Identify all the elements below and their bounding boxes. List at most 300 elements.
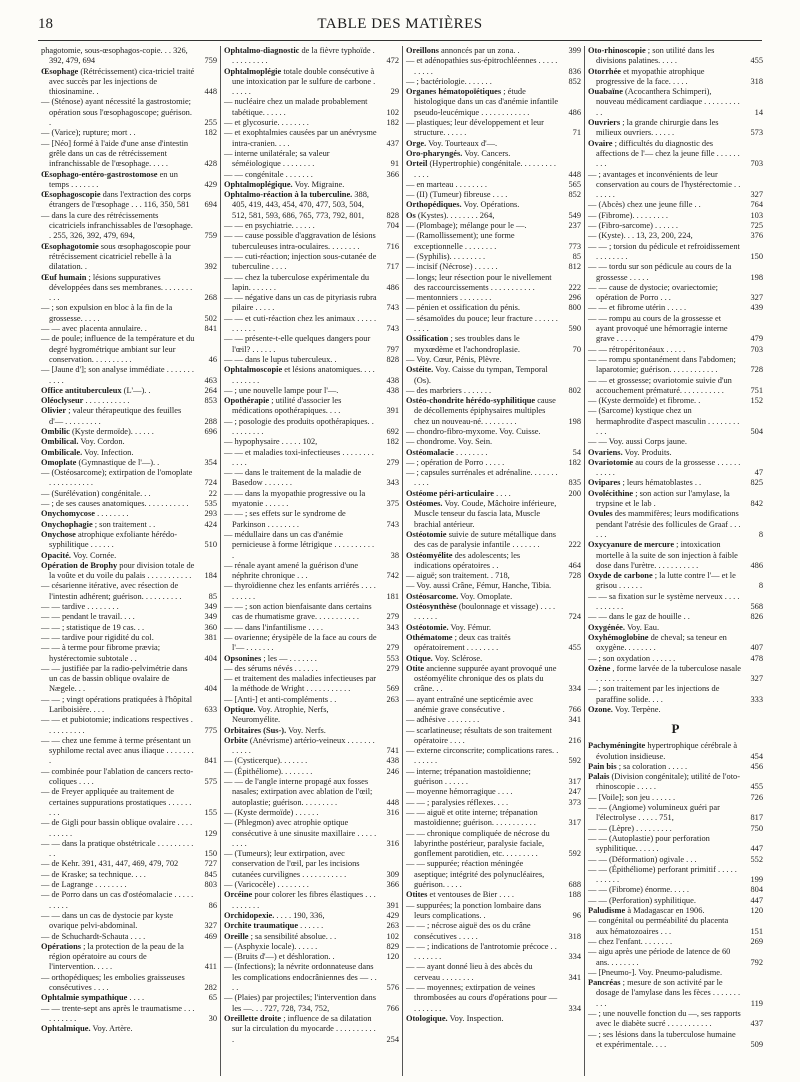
entry-text: — nucléaire chez un malade probablement tabétique. . . . . . (224, 97, 368, 117)
page-ref: 750 (750, 823, 763, 833)
entry-text: — — en psychiatrie. . . . . . (224, 221, 315, 231)
page-ref: 85 (572, 251, 581, 261)
page-ref: 254 (386, 1034, 399, 1044)
page-ref: 334 (568, 684, 581, 694)
index-entry (41, 46, 217, 67)
entry-headword: Œsophagoscopie (41, 190, 101, 200)
index-entry (406, 159, 581, 180)
index-entry (224, 489, 399, 510)
entry-headword: Ophtalmoscopie (224, 365, 283, 375)
index-entry (406, 355, 581, 365)
index-entry (406, 87, 581, 118)
page-ref: 333 (750, 694, 763, 704)
entry-text: pour division totale de la voûte et du voile du palais . . . . . . . . . . . (49, 560, 195, 581)
entry-text: — de poule; influence de la température et du degré hygrométrique ambiant sur leur conservation. . . . . . . . . . (41, 334, 195, 364)
page-ref: 486 (386, 282, 399, 292)
page-ref: 743 (386, 303, 399, 313)
entry-text: — des marbriers . . . . . . . (406, 385, 492, 395)
page-ref: 841 (204, 324, 217, 334)
page-ref: 316 (386, 807, 399, 817)
index-entry (224, 818, 399, 849)
page-ref: 549 (568, 210, 581, 220)
entry-text: ; utilité d'associer les médications opothérapiques. . . . (232, 396, 342, 416)
page-ref: 553 (386, 653, 399, 663)
index-entry (41, 551, 217, 561)
entry-headword: Ostéotomie (406, 529, 447, 539)
entry-text: — mentonniers . . . . . . . . (406, 293, 492, 303)
entry-text: . . . . . . . . (97, 509, 129, 519)
page-ref: 504 (750, 426, 763, 436)
entry-headword: Ovules (588, 509, 613, 519)
page-ref: 724 (568, 612, 581, 622)
page-ref: 743 (386, 519, 399, 529)
entry-text: et myopathie atrophique progressive de la face. . . . . (596, 66, 705, 86)
entry-text: ; son traitement . . (94, 519, 156, 529)
entry-text: — en marteau . . . . . . . . (406, 179, 487, 189)
index-entry (588, 46, 763, 67)
index-entry (588, 654, 763, 664)
entry-text: — [Néo] formé à l'aide d'une anse d'intestin grêle dans un cas de rétrécissement infranchissable de l'œsophage. . . . . (41, 138, 189, 169)
entry-text: Voy. Eau. (626, 622, 660, 632)
page-ref: 288 (204, 416, 217, 426)
index-entry (224, 674, 399, 695)
page-ref: 759 (204, 56, 217, 66)
entry-text: Voy. Inspection. (449, 1013, 504, 1023)
index-entry (224, 581, 399, 602)
entry-headword: Oxycyanure de mercure (588, 540, 675, 550)
index-entry (224, 942, 399, 952)
entry-text: Voy. Opérations. (463, 200, 520, 210)
entry-text: — scarlatineuse; résultats de son traitement opératoire . . . . (406, 725, 552, 745)
index-entry (588, 1030, 763, 1051)
index-entry (41, 818, 217, 839)
page-ref: 438 (386, 375, 399, 385)
entry-text: — ; capsules surrénales et adrénaline. . . . . . . . . . . (406, 468, 558, 488)
index-entry (41, 365, 217, 386)
entry-text: — — et maladies toxi-infectieuses . . . . . . . . . . . . (224, 447, 374, 467)
index-entry (588, 772, 763, 793)
entry-text: — (Surélévation) congénitale. . . (41, 488, 151, 498)
page-ref: 255 (204, 118, 217, 128)
entry-text: — de Schuchardt-Schauta . . . . (41, 931, 146, 941)
index-entry (406, 458, 581, 468)
entry-headword: Olivier (41, 406, 67, 416)
entry-text: , forme larvée de la tuberculose nasale . . . . . . . . . (596, 663, 742, 684)
entry-headword: Ophtalmique. (41, 1024, 91, 1034)
entry-text: — Voy. Cœur, Pénis, Plèvre. (406, 354, 502, 364)
entry-text: . . . . 190, 336, (276, 910, 325, 920)
page-ref: 279 (386, 457, 399, 467)
page-ref: 751 (750, 385, 763, 395)
entry-text: — chondrome. Voy. Sein. (406, 437, 493, 447)
index-entry (41, 664, 217, 695)
entry-headword: Onychophagie (41, 519, 93, 529)
entry-text: — de Freyer appliquée au traitement de certaines suppurations prostatiques . . . . . . . . . (41, 787, 192, 817)
index-entry (224, 561, 399, 582)
entry-headword: Ostéosynthèse (406, 602, 457, 612)
index-entry (41, 859, 217, 869)
index-entry (41, 273, 217, 304)
index-entry (588, 633, 763, 654)
index-entry (41, 458, 217, 468)
index-entry (41, 736, 217, 767)
page-ref: 341 (568, 715, 581, 725)
page-ref: 428 (204, 159, 217, 169)
entry-text: — ; de ses causes anatomiques. . . . . . . . . . . (41, 499, 189, 509)
page-ref: 797 (386, 344, 399, 354)
page-ref: 725 (750, 221, 763, 231)
entry-text: — — trente-sept ans après le traumatisme . . . . . . . . . . (41, 1003, 195, 1023)
index-entry (224, 602, 399, 623)
index-entry (406, 530, 581, 551)
entry-text: — — à terme pour fibrome prævia; hystérectomie subtotale . . (41, 643, 161, 663)
entry-text: suivie de suture métallique dans des cas de paralysie infantile . . . . . . . (414, 529, 557, 550)
entry-text: — — dans l'infantilisme . . . . (224, 622, 323, 632)
page-ref: 373 (568, 797, 581, 807)
entry-headword: Otites (406, 890, 428, 900)
index-entry (41, 787, 217, 818)
page-ref: 119 (750, 998, 763, 1008)
entry-headword: Oxyhémoglobine (588, 632, 649, 642)
entry-headword: Ombilic (41, 426, 70, 436)
entry-text: (Gymnastique de l'—). . (78, 457, 160, 467)
entry-text: ; lésions suppuratives développées dans ses membranes. . . . . . . . . . . (49, 272, 193, 303)
entry-text: ; valeur thérapeutique des feuilles d'— . . . . . . . . . (49, 406, 182, 426)
entry-text: — (Épithéliome). . . . . . . . (224, 766, 313, 776)
entry-text: — — dans le traitement de la maladie de Basedow . . . . . . . (224, 468, 362, 488)
entry-headword: Paludisme (588, 906, 626, 916)
index-entry (406, 46, 581, 56)
entry-text: de cheval; sa teneur en oxygène. . . . . . . . (596, 632, 727, 653)
entry-text: (Rétrécissement) cica-triciel traité avec succès par les injections de thiosinamine. . (49, 66, 195, 97)
entry-text: — — de l'angle interne propagé aux fosses nasales; extirpation avec ablation de l'œil; autoplastie; guérison. . . . . . . . . (224, 777, 373, 807)
entry-headword: Ovariotomie (588, 457, 634, 467)
index-entry (406, 859, 581, 890)
entry-text: — — congénitale . . . . . . . (224, 169, 313, 179)
entry-headword: Opération de Brophy (41, 560, 118, 570)
entry-headword: Office antituberculeux (41, 385, 122, 395)
index-entry (41, 170, 217, 191)
page-ref: 455 (750, 56, 763, 66)
entry-text: — — (Angiome) volumineux guéri par l'électrolyse . . . . . 751, (588, 803, 720, 823)
entry-text: — — dans un cas de dystocie par kyste ovarique pelvi-abdominal. (41, 910, 174, 931)
entry-text: — ; une nouvelle lampe pour l'—. (224, 385, 339, 395)
index-entry (224, 314, 399, 335)
entry-text: — — ; torsion du pédicule et refroidissement . . . . . . . . (588, 241, 740, 261)
entry-text: — — négative dans un cas de pityriasis rubra pilaire . . . . . (224, 293, 377, 313)
page-ref: 8 (758, 529, 763, 539)
entry-headword: Otologique. (406, 1013, 448, 1023)
index-entry (406, 221, 581, 231)
index-entry (406, 829, 581, 860)
entry-text: ; difficultés du diagnostic des affections de l'— chez la jeune fille . . . . . . . . . (596, 138, 740, 169)
entry-text: — — et pubiotomie; indications respectives . . . . . . . . . . (41, 715, 193, 735)
page-ref: 309 (386, 869, 399, 879)
page-ref: 327 (750, 674, 763, 684)
entry-headword: Ophtalmoplégie (224, 66, 282, 76)
page-ref: 120 (750, 906, 763, 916)
entry-text: — sésamoïdes du pouce; leur fracture . . . . . . . . . . (406, 313, 558, 334)
page-ref: 464 (568, 560, 581, 570)
entry-text: — et exophtalmies causées par un anévrysme intra-cranien. . . . (224, 128, 377, 148)
page-ref: 773 (568, 241, 581, 251)
index-entry (588, 896, 763, 906)
page-ref: 349 (204, 602, 217, 612)
entry-headword: Otique. (406, 653, 433, 663)
page-ref: 182 (568, 457, 581, 467)
page-ref: 198 (568, 416, 581, 426)
page-ref: 510 (204, 540, 217, 550)
index-entry (224, 437, 399, 447)
page-ref: 592 (568, 756, 581, 766)
page-ref: 8 (758, 581, 763, 591)
entry-text: et lésions anatomiques. . . . . . . . . . . (232, 365, 375, 385)
page-ref: 392 (204, 262, 217, 272)
page-header (38, 16, 762, 40)
index-entry (406, 664, 581, 695)
entry-text: — (Fibro-sarcome) . . . . . . (588, 221, 679, 231)
entry-text: dans l'extraction des corps étrangers de l'œsophage . . . 116, 350, 581 (49, 190, 191, 210)
index-entry (406, 942, 581, 963)
entry-text: pour colorer les fibres élastiques . . . . . . . . . . (232, 890, 376, 910)
index-entry (224, 468, 399, 489)
index-entry (588, 376, 763, 397)
entry-text: — (Asphyxie locale). . . . . . (224, 941, 318, 951)
entry-headword: Orge. (406, 138, 427, 148)
entry-headword: Oléoclyseur (41, 396, 84, 406)
entry-text: — longs; leur résection pour le nivellement des raccourcissements . . . . . . . . . . . (406, 272, 552, 292)
entry-text: — — chez une femme à terme présentant un syphilome rectal avec anus iliaque . . . . . . . . (41, 735, 194, 766)
entry-text: — — et cuti-réaction chez les animaux . . . . . . . . . . . (224, 313, 377, 334)
index-entry (41, 530, 217, 551)
index-entry (588, 355, 763, 376)
index-entry (588, 87, 763, 118)
entry-headword: Pain bis (588, 761, 617, 771)
page-ref: 334 (568, 1003, 581, 1013)
entry-headword: Othématome (406, 632, 453, 642)
entry-headword: Palais (588, 772, 610, 782)
entry-text: ; sa coloration . . . . . (618, 761, 688, 771)
entry-headword: Otorrhée (588, 66, 622, 76)
index-entry (406, 602, 581, 623)
entry-text: — des sérums névés . . . . . . (224, 663, 318, 673)
entry-text: — (Cysticerque). . . . . . . (224, 756, 308, 766)
entry-headword: Orteil (406, 159, 428, 169)
page-ref: 448 (204, 87, 217, 97)
index-entry (406, 962, 581, 983)
index-entry (41, 973, 217, 994)
page-ref: 184 (204, 571, 217, 581)
entry-headword: Ophtalmie sympathique (41, 993, 128, 1003)
page-ref: 334 (568, 952, 581, 962)
entry-headword: Ostéome péri-articulaire (406, 488, 494, 498)
entry-text: ; les — . . . . . . . (263, 653, 317, 663)
entry-text: — ; son expulsion en bloc à la fin de la grossesse. . . . . (41, 303, 173, 323)
entry-headword: Oto-rhinoscopie (588, 46, 646, 55)
index-entry (588, 612, 763, 622)
page-ref: 296 (568, 293, 581, 303)
index-entry (224, 530, 399, 561)
entry-headword: Otite (406, 663, 425, 673)
page-ref: 828 (386, 354, 399, 364)
entry-text: — aiguë; son traitement. . 718, (406, 571, 510, 581)
index-entry (224, 417, 399, 438)
index-entry (406, 365, 581, 386)
entry-text: — pénien et ossification du pénis. (406, 303, 520, 313)
entry-text: — (Sténose) ayant nécessité la gastrostomie; opération sous l'œsophagoscope; guérison. . (41, 97, 192, 128)
page-ref: 852 (568, 190, 581, 200)
entry-text: — ayant entraîné une septicémie avec anémie grave consécutive . (406, 694, 534, 714)
index-entry (588, 906, 763, 916)
entry-text: (Kyste dermoïde). . . . . . (71, 426, 154, 436)
entry-text: — [Jaune d']; son analyse immédiate . . . . . . . . . . . (41, 365, 194, 385)
page-ref: 438 (386, 385, 399, 395)
entry-headword: Opacité. (41, 550, 72, 560)
index-entry (588, 509, 763, 540)
index-entry (406, 200, 581, 210)
page-ref: 447 (750, 844, 763, 854)
entry-text: — — avec placenta annulaire. . (41, 324, 147, 334)
entry-text: — — tardive . . . . . . . . (41, 602, 119, 612)
index-entry (588, 170, 763, 201)
entry-text: à Madagascar en 1906. (627, 906, 705, 916)
entry-text: (Kystes). . . . . . . . 264, (417, 210, 495, 220)
page-ref: 817 (750, 813, 763, 823)
entry-text: atrophique exfoliante hérédo-syphilitique . . . . . . (49, 529, 178, 550)
entry-headword: Ouvriers (588, 118, 621, 128)
index-entry (588, 1009, 763, 1030)
index-entry (588, 314, 763, 345)
entry-text: ; la protection de la peau de la région opératoire au cours de l'intervention. . . . . (49, 941, 184, 972)
index-entry (588, 211, 763, 221)
index-entry (406, 726, 581, 747)
entry-text: — (Kyste). . . 13, 23, 200, 224, (588, 231, 693, 241)
page-ref: 448 (568, 169, 581, 179)
entry-headword: Ossification (406, 334, 449, 344)
page-ref: 573 (750, 128, 763, 138)
index-entry (588, 489, 763, 510)
page-ref: 46 (208, 354, 217, 364)
page-ref: 343 (386, 622, 399, 632)
page-ref: 327 (750, 293, 763, 303)
entry-headword: Ostéomalacie (406, 447, 454, 457)
entry-headword: Œsophage (41, 66, 79, 76)
page-ref: 828 (386, 210, 399, 220)
page-ref: 381 (204, 632, 217, 642)
entry-headword: Ouabaïne (588, 87, 623, 97)
entry-text: — congénital ou perméabilité du placenta aux hématozoaires . . . (588, 916, 729, 936)
entry-text: — — dans la myopathie progressive ou la myatonie . . . . . . (224, 488, 366, 509)
entry-text: — — sa fixation sur le système nerveux . . . . . . . . . . . (588, 591, 740, 612)
entry-text: Voy. Coude, Mâchoire inférieure, Muscle tenseur du fascia lata, Muscle brachial antérieur. (414, 499, 557, 529)
entry-text: 388, 405, 419, 443, 454, 470, 477, 503, 504, 512, 581, 593, 686, 765, 773, 792, 801, (232, 190, 370, 220)
page-ref: 802 (568, 385, 581, 395)
index-entry (41, 715, 217, 736)
page-ref: 741 (386, 746, 399, 756)
index-entry (588, 664, 763, 685)
page-ref: 792 (750, 957, 763, 967)
page-title: TABLE DES MATIÈRES (317, 16, 483, 32)
entry-text: (boulonnage et vissage) . . . . . . . . . . (414, 602, 556, 622)
index-entry (588, 968, 763, 978)
entry-text: Voy. Artère. (92, 1024, 133, 1034)
entry-text: — [Pneumo-]. Voy. Pneumo-paludisme. (588, 967, 723, 977)
index-entry (224, 654, 399, 664)
page-ref: 150 (204, 849, 217, 859)
index-entry (224, 67, 399, 98)
entry-text: Voy. Caisse du tympan, Temporal (Os). (414, 365, 548, 385)
page-ref: 728 (750, 365, 763, 375)
index-entry (588, 571, 763, 592)
page-ref: 391 (386, 406, 399, 416)
page-ref: 829 (386, 941, 399, 951)
page-ref: 182 (386, 437, 399, 447)
page-ref: 14 (754, 107, 763, 117)
index-entry (224, 705, 399, 726)
entry-headword: Ostéosarcome. (406, 591, 459, 601)
page-ref: 85 (208, 591, 217, 601)
entry-text: — (II) (Tumeur) fibreuse . . . . (406, 190, 508, 200)
index-entry (588, 834, 763, 855)
entry-text: au cours de la grossesse . . . . . . . . . . . (596, 457, 741, 478)
entry-headword: Oxygénée. (588, 622, 625, 632)
index-entry (406, 571, 581, 581)
page-ref: 803 (204, 880, 217, 890)
page-ref: 200 (568, 488, 581, 498)
index-entry (406, 252, 581, 262)
entry-headword: Pachyméningite (588, 741, 646, 751)
entry-text: — et glycosurie. . . . . . . . (224, 118, 309, 128)
index-entry (588, 139, 763, 170)
index-entry (588, 705, 763, 715)
entry-text: — interne unilatérale; sa valeur séméiologique . . . . . . . . (224, 148, 330, 169)
entry-headword: Ovaire (588, 138, 613, 148)
page-ref: 463 (204, 375, 217, 385)
index-entry (224, 396, 399, 417)
index-entry (41, 623, 217, 633)
page-ref: 269 (750, 936, 763, 946)
page-ref: 182 (386, 118, 399, 128)
entry-text: ; deux cas traités opératoirement . . . . . . . . (414, 632, 511, 653)
entry-text: — (Fibrome). . . . . . . . . (588, 210, 669, 220)
page-ref: 842 (750, 499, 763, 509)
index-entry (41, 520, 217, 530)
page-ref: 841 (204, 756, 217, 766)
entry-text: — (Varicocèle) . . . . . . . . (224, 880, 309, 890)
entry-headword: Organes hématopoïétiques (406, 87, 502, 97)
entry-text: — (Syphilis). . . . . . . . . (406, 251, 486, 261)
page-ref: 246 (386, 766, 399, 776)
page-ref: 766 (386, 1003, 399, 1013)
index-entry (41, 643, 217, 664)
entry-text: — — dans le gaz de houille . . (588, 612, 690, 622)
entry-text: Voy. Terpène. (614, 705, 661, 714)
entry-text: — hypophysaire . . . . . 102, (224, 437, 318, 447)
entry-text: Voy. Migraine. (294, 179, 345, 189)
entry-text: — (Infections); la névrite ordonnateuse dans les complications endocrâniennes des — . . . . (224, 962, 377, 993)
page-ref: 424 (204, 519, 217, 529)
index-entry (588, 978, 763, 1009)
entry-text: — ; bactériologie. . . . . . . (406, 76, 492, 86)
entry-text: — plastiques; leur développement et leur structure. . . . . . (406, 118, 544, 138)
entry-text: . . . . . . (300, 921, 324, 931)
index-entry (41, 612, 217, 622)
entry-headword: Oreille (224, 931, 249, 941)
page-ref: 759 (204, 231, 217, 241)
entry-text: — — et grossesse; ovariotomie suivie d'un accouchement prématuré. . . . . . . . . . . (588, 375, 732, 395)
page-ref: 360 (204, 622, 217, 632)
header-rule (38, 40, 762, 41)
